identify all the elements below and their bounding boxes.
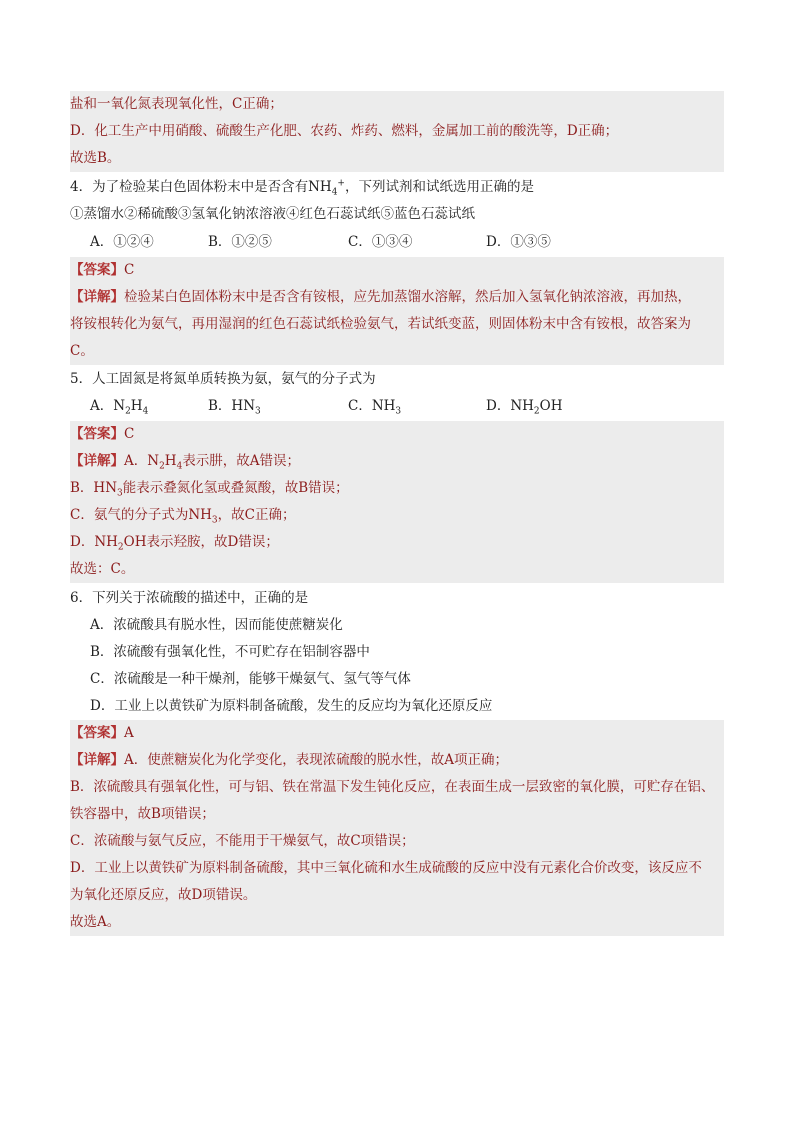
- explanation-line: 故选B。: [70, 145, 724, 172]
- option-c: C．$NH_3$: [348, 398, 402, 417]
- detail-line: 故选：C。: [70, 556, 724, 583]
- detail-line: C．浓硫酸与氨气反应，不能用于干燥氨气，故C项错误；: [70, 828, 724, 855]
- explanation-line: D．化工生产中用硝酸、硫酸生产化肥、农药、炸药、燃料，金属加工前的酸洗等，D正确；: [70, 118, 724, 145]
- detail-line: B．浓硫酸具有强氧化性，可与铝、铁在常温下发生钝化反应，在表面生成一层致密的氧化膜，可贮存在铝、: [70, 774, 724, 801]
- detail-line: 铁容器中，故B项错误；: [70, 801, 724, 828]
- option-d: D．$NH_2OH$: [486, 398, 563, 417]
- detail-line: C。: [70, 338, 724, 365]
- explanation-line: 盐和一氧化氮表现氧化性，C正确；: [70, 91, 724, 118]
- answer-line: 【答案】C: [70, 257, 724, 284]
- detail-line: D．$NH_2OH$表示羟胺，故D错误；: [70, 529, 724, 556]
- answer-line: 【答案】A: [70, 720, 724, 747]
- detail-line: B．$HN_3$能表示叠氮化氢或叠氮酸，故B错误；: [70, 475, 724, 502]
- detail-line: 【详解】检验某白色固体粉末中是否含有铵根，应先加蒸馏水溶解，然后加入氢氧化钠浓溶液，再加热，: [70, 284, 724, 311]
- detail-line: 为氧化还原反应，故D项错误。: [70, 882, 724, 909]
- question-5-stem: 5．人工固氮是将氮单质转换为氨，氨气的分子式为: [70, 371, 376, 387]
- option-a: A．①②④: [90, 234, 154, 250]
- detail-line: D．工业上以黄铁矿为原料制备硫酸，其中三氧化硫和水生成硫酸的反应中没有元素化合价改变，该反应不: [70, 855, 724, 882]
- detail-line: 【详解】A．使蔗糖炭化为化学变化，表现浓硫酸的脱水性，故A项正确；: [70, 747, 724, 774]
- question-6-stem: 6．下列关于浓硫酸的描述中，正确的是: [70, 590, 309, 606]
- option-c: C．浓硫酸是一种干燥剂，能够干燥氨气、氢气等气体: [90, 671, 411, 687]
- answer-line: 【答案】C: [70, 421, 724, 448]
- option-b: B．①②⑤: [208, 234, 272, 250]
- option-d: D．①③⑤: [486, 234, 551, 250]
- option-c: C．①③④: [348, 234, 413, 250]
- detail-line: 将铵根转化为氨气，再用湿润的红色石蕊试纸检验氨气，若试纸变蓝，则固体粉末中含有铵根，故答案为: [70, 311, 724, 338]
- option-a: A．浓硫酸具有脱水性，因而能使蔗糖炭化: [90, 617, 343, 633]
- option-d: D．工业上以黄铁矿为原料制备硫酸，发生的反应均为氧化还原反应: [90, 698, 493, 714]
- question-4-stem: 4．为了检验某白色固体粉末中是否含有$NH_4^+$，下列试剂和试纸选用正确的是: [70, 178, 534, 198]
- option-b: B．浓硫酸有强氧化性，不可贮存在铝制容器中: [90, 644, 370, 660]
- question-5-options: [70, 393, 724, 420]
- detail-line: 【详解】A．$N_2H_4$表示肼，故A错误；: [70, 448, 724, 475]
- option-b: B．$HN_3$: [208, 398, 261, 417]
- question-4-options: [70, 229, 724, 256]
- detail-line: C．氨气的分子式为$NH_3$，故C正确；: [70, 502, 724, 529]
- option-a: A．$N_2H_4$: [90, 398, 149, 417]
- detail-line: 故选A。: [70, 909, 724, 936]
- question-4-reagents: ①蒸馏水②稀硫酸③氢氧化钠浓溶液④红色石蕊试纸⑤蓝色石蕊试纸: [70, 206, 475, 222]
